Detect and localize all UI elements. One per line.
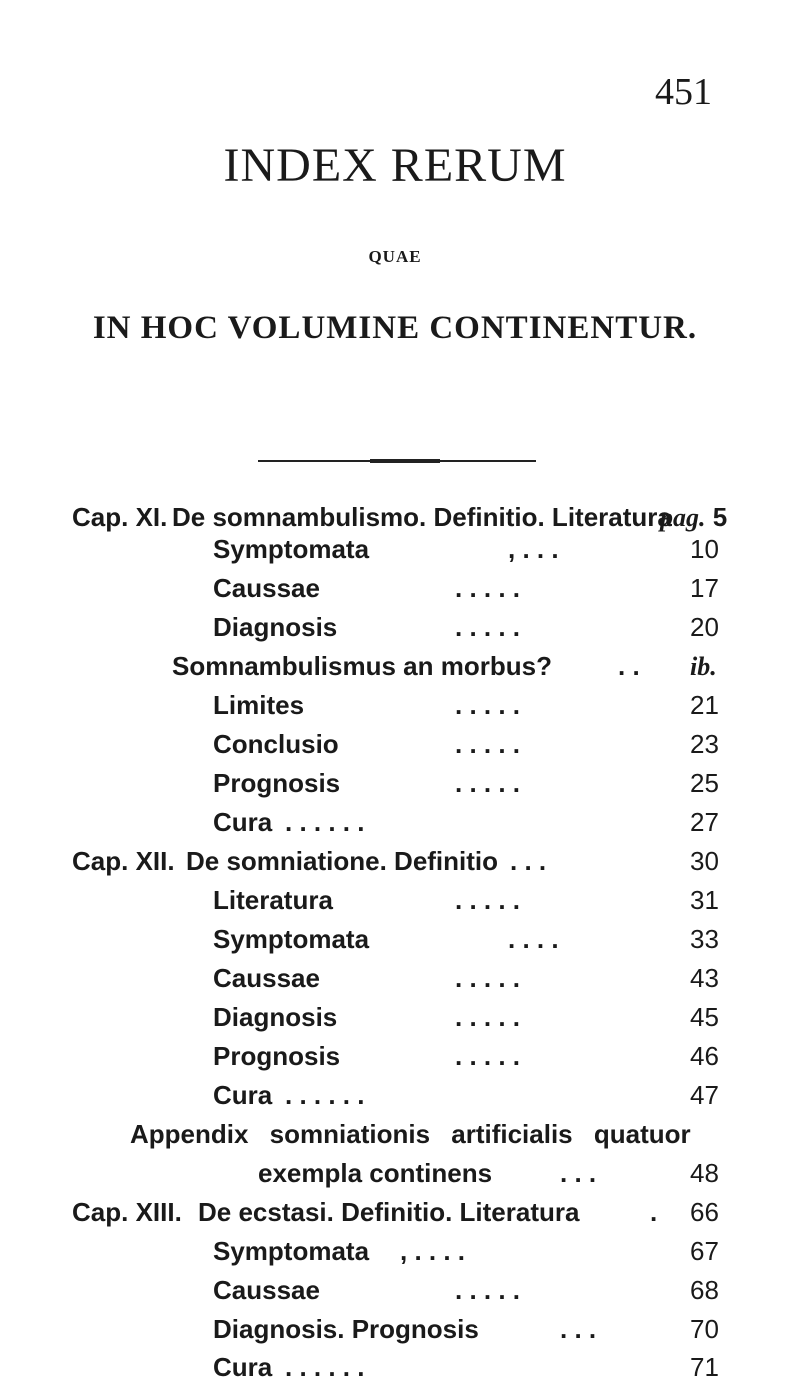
index-entry <box>0 1312 800 1346</box>
page-number: 451 <box>655 71 712 113</box>
index-entry <box>0 1117 800 1151</box>
index-entry <box>0 922 800 956</box>
entry-title: Literatura <box>213 885 333 915</box>
entry-page: 70 <box>690 1314 719 1344</box>
leader-dots: . . . . . <box>455 963 521 993</box>
entry-page: 27 <box>690 807 719 837</box>
index-entry <box>0 1078 800 1112</box>
entry-title: Diagnosis. Prognosis <box>213 1314 479 1344</box>
entry-title: Symptomata <box>213 924 370 954</box>
index-entry <box>0 1234 800 1268</box>
entry-page: 17 <box>690 573 719 603</box>
entry-title: Prognosis <box>213 768 341 798</box>
entry-page: 10 <box>690 534 719 564</box>
entry-title: Prognosis <box>213 1041 341 1071</box>
entry-page: 46 <box>690 1041 719 1071</box>
leader-dots: . . . . . <box>455 573 521 603</box>
entry-page: 43 <box>690 963 719 993</box>
leader-dots: . . . . . . <box>285 807 365 837</box>
entry-page: 33 <box>690 924 719 954</box>
entry-page: 30 <box>690 846 719 876</box>
entry-title: Cura <box>213 1080 273 1110</box>
chapter-label: Cap. XII. <box>72 846 175 876</box>
index-entry <box>0 571 800 605</box>
leader-dots: . . . . . <box>455 612 521 642</box>
entry-title: Diagnosis <box>213 1002 338 1032</box>
index-entry <box>0 1156 800 1190</box>
entry-page: 48 <box>690 1158 719 1188</box>
chapter-label: Cap. XIII. <box>72 1197 182 1227</box>
index-entry <box>0 1273 800 1307</box>
index-entry <box>0 1000 800 1034</box>
index-entry <box>0 727 800 761</box>
index-entry <box>0 532 800 566</box>
entry-title: Symptomata <box>213 534 370 564</box>
index-entry <box>0 766 800 800</box>
leader-dots: . . . <box>560 1158 597 1188</box>
entry-title: Caussae <box>213 1275 320 1305</box>
entry-page: 20 <box>690 612 719 642</box>
index-entry <box>0 1195 800 1229</box>
entry-title: Symptomata <box>213 1236 370 1266</box>
entry-title: Caussae <box>213 963 320 993</box>
index-entry <box>0 688 800 722</box>
entry-page: 45 <box>690 1002 719 1032</box>
page-title: INDEX RERUM <box>223 139 567 192</box>
leader-dots: . . . . <box>508 924 559 954</box>
entry-title: Cura <box>213 807 273 837</box>
index-entry <box>0 844 800 878</box>
leader-dots: , . . . <box>508 534 559 564</box>
entry-title: Limites <box>213 690 305 720</box>
index-entry <box>0 961 800 995</box>
leader-dots: , . . . . <box>400 1236 466 1266</box>
index-entry <box>0 610 800 644</box>
entry-page: 68 <box>690 1275 719 1305</box>
entry-title: De ecstasi. Definitio. Literatura <box>198 1197 580 1227</box>
entry-title: Cura <box>213 1352 273 1382</box>
leader-dots: . . . . . <box>455 1002 521 1032</box>
leader-dots: . . . . . . <box>285 1352 365 1382</box>
entry-page: pag. 5 <box>660 502 728 532</box>
index-entry <box>0 883 800 917</box>
entry-title: Appendix somniationis artificialis quatuor <box>130 1119 691 1149</box>
subtitle-quae: QUAE <box>368 247 422 266</box>
entry-page: 25 <box>690 768 719 798</box>
index-entry <box>0 500 800 534</box>
chapter-label: Cap. XI. <box>72 502 168 532</box>
leader-dots: . . . <box>560 1314 597 1344</box>
index-entry <box>0 1039 800 1073</box>
index-entry <box>0 649 800 683</box>
leader-dots: . . . . . . <box>285 1080 365 1110</box>
leader-dots: . . . . . <box>455 690 521 720</box>
entry-page: 71 <box>690 1352 719 1382</box>
leader-dots: . . . . . <box>455 1041 521 1071</box>
leader-dots: . . . <box>510 846 547 876</box>
entry-page: 31 <box>690 885 719 915</box>
leader-dots: . . . . . <box>455 1275 521 1305</box>
leader-dots: . . . . . <box>455 768 521 798</box>
index-entry <box>0 1350 800 1384</box>
leader-dots: . <box>650 1197 658 1227</box>
entry-title: exempla continens <box>258 1158 493 1188</box>
entry-page: 66 <box>690 1197 719 1227</box>
entry-title: Conclusio <box>213 729 339 759</box>
leader-dots: . . . . . <box>455 885 521 915</box>
entry-page: 47 <box>690 1080 719 1110</box>
entry-title: Diagnosis <box>213 612 338 642</box>
entry-page: ib. <box>690 652 717 681</box>
entry-page: 21 <box>690 690 719 720</box>
subtitle-continentur: IN HOC VOLUMINE CONTINENTUR. <box>92 310 698 346</box>
entry-title: De somniatione. Definitio <box>186 846 499 876</box>
index-entry <box>0 805 800 839</box>
entry-page: 23 <box>690 729 719 759</box>
leader-dots: . . <box>618 651 640 681</box>
entry-title: De somnambulismo. Definitio. Literatura <box>172 502 672 532</box>
entry-page: 67 <box>690 1236 719 1266</box>
leader-dots: . . . . . <box>455 729 521 759</box>
entry-title: Caussae <box>213 573 320 603</box>
entry-title: Somnambulismus an morbus? <box>172 651 552 681</box>
